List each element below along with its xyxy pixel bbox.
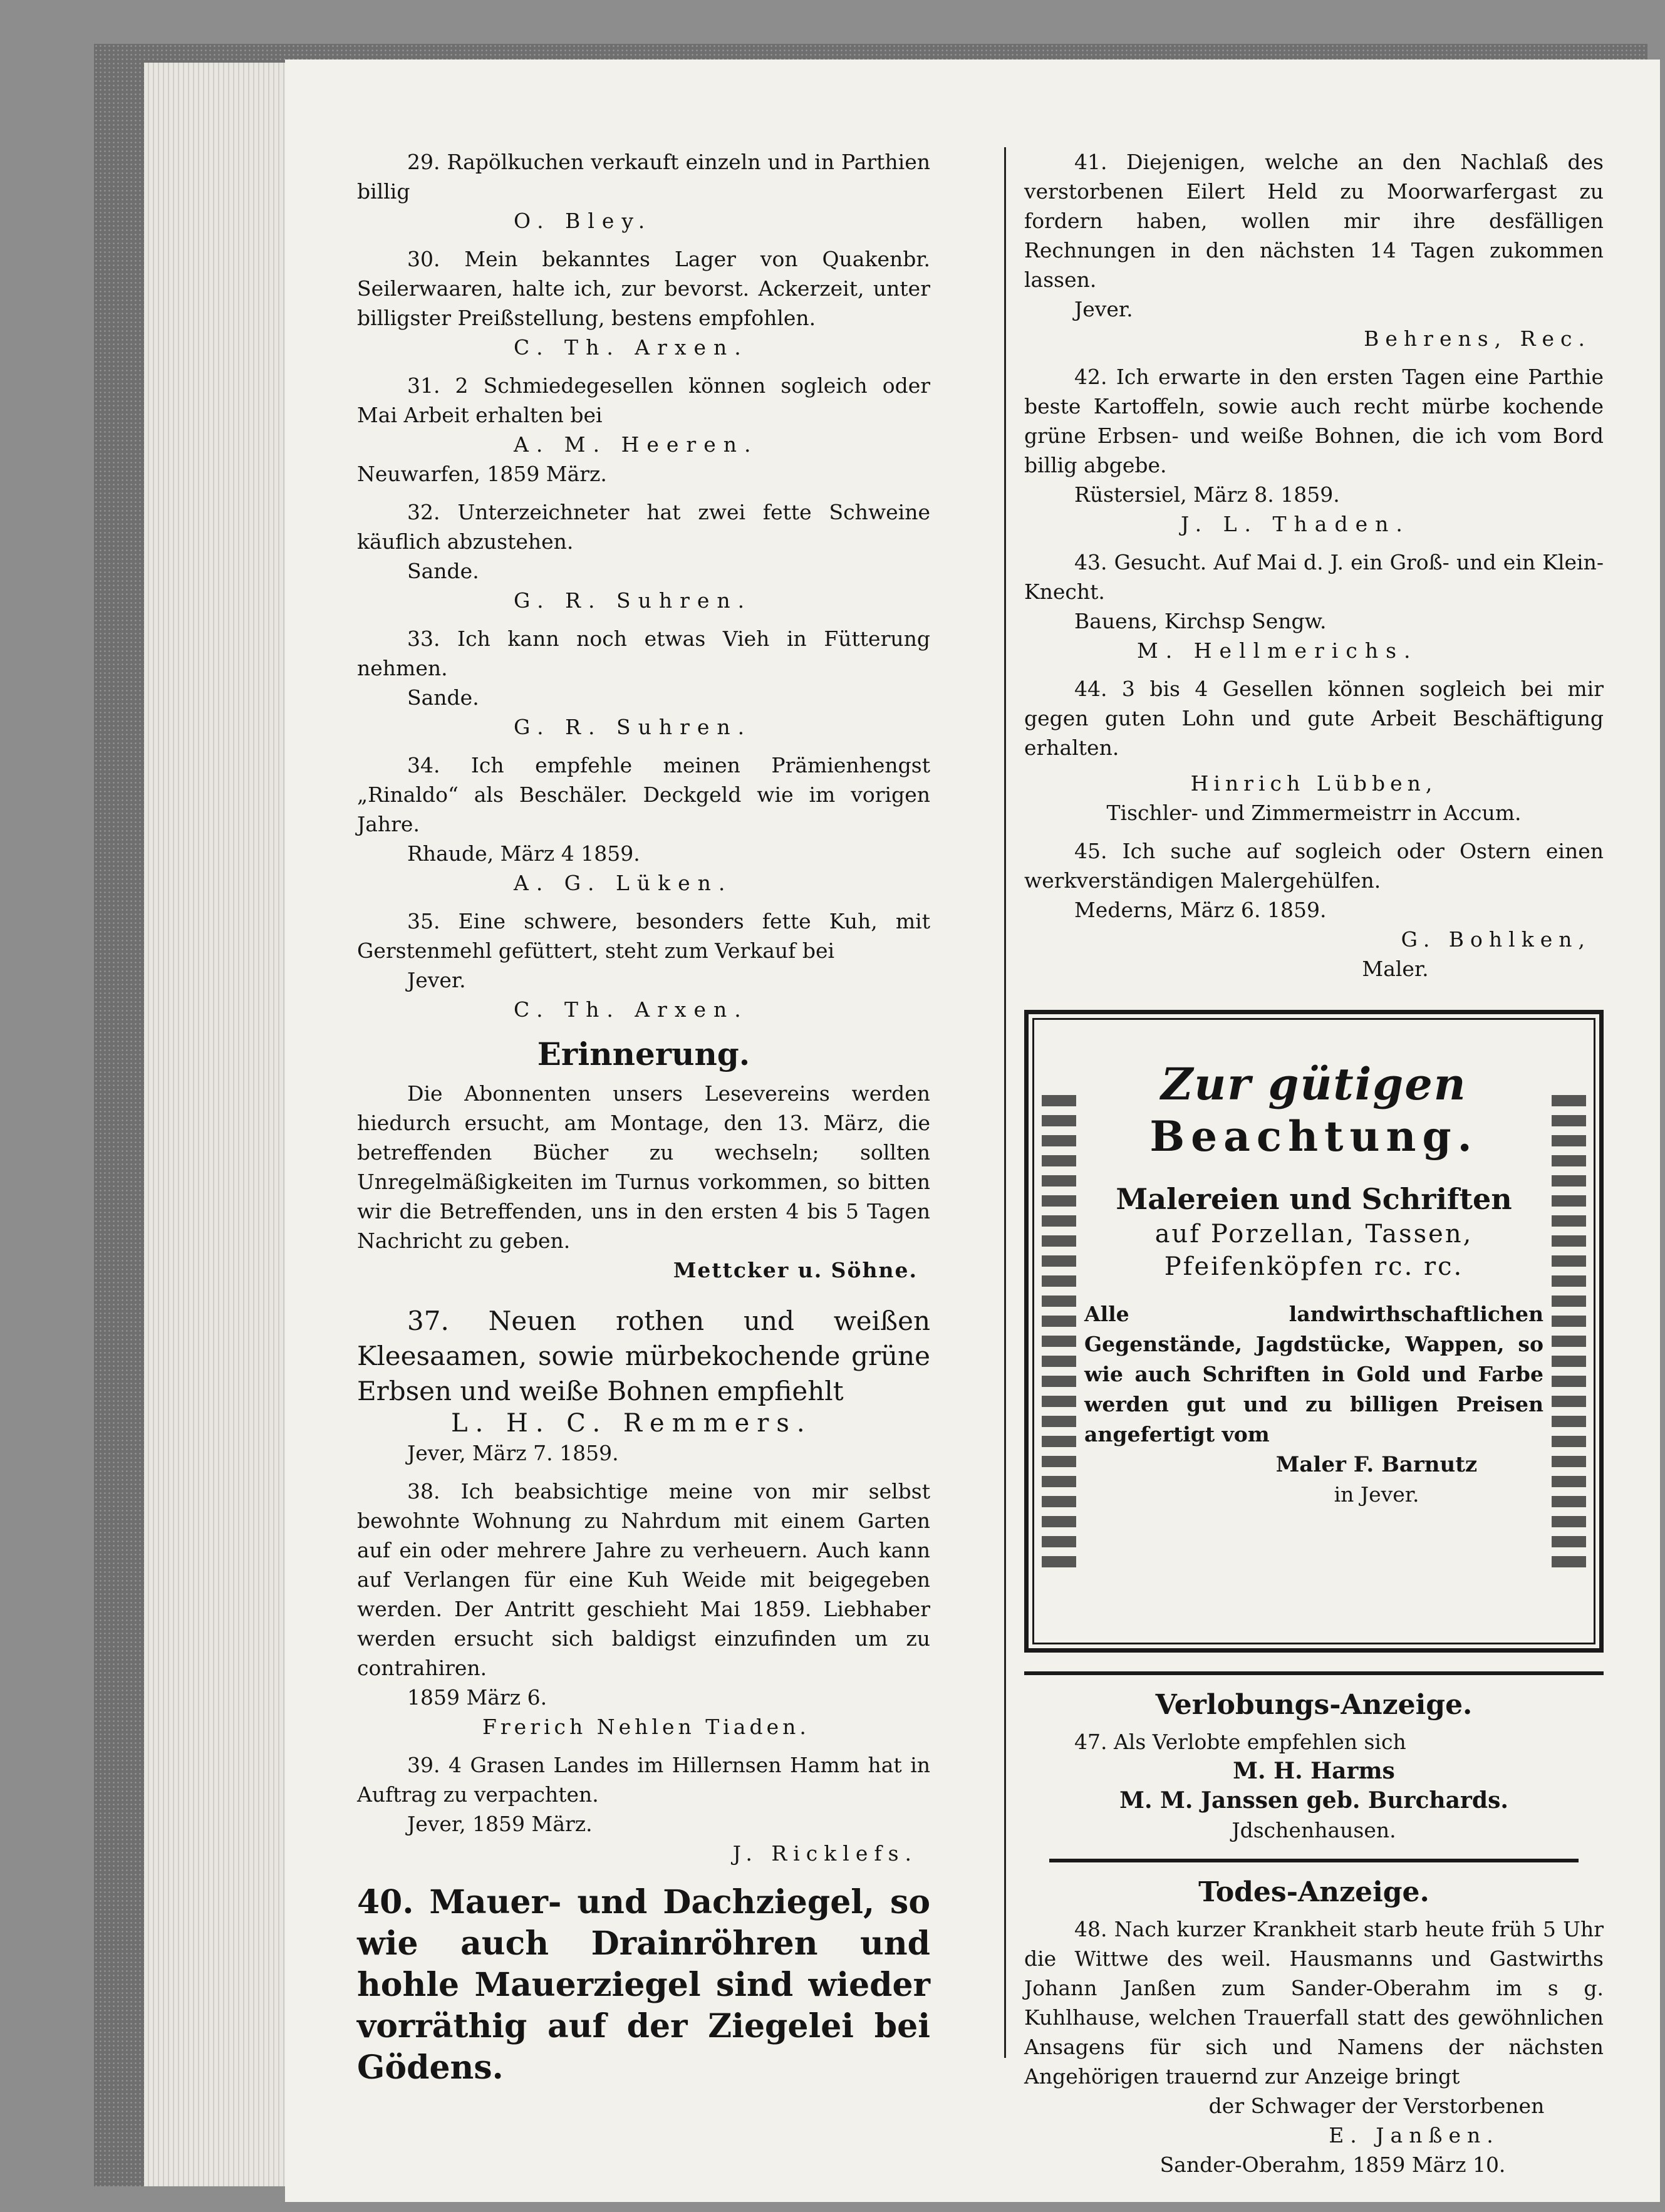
- ad-35: 35. Eine schwere, besonders fette Kuh, mit Gerstenmehl gefüttert, steht zum Verkauf bei Jever. C. Th. Arxen.: [357, 909, 930, 1022]
- notice-erinnerung: Erinnerung. Die Abonnenten unsers Lesevereins werden hiedurch ersucht, am Montage, den 13. März, die betreffenden Bücher zu wechseln; sollten Unregelmäßigkeiten im Turnus vorkommen, so bitten wir die Betreffenden, uns in den ersten 4 bis 5 Tagen Nachricht zu geben. Mettcker u. Söhne.: [357, 1036, 930, 1282]
- ad-30: 30. Mein bekanntes Lager von Quakenbr. Seilerwaaren, halte ich, zur bevorst. Ackerzeit, unter billigster Preißstellung, bestens empfohlen. C. Th. Arxen.: [357, 247, 930, 360]
- box-title-line2: Beachtung.: [1149, 1112, 1478, 1161]
- newspaper-page: [285, 60, 1660, 2202]
- box-subtitle-2: auf Porzellan, Tassen, Pfeifenköpfen rc. rc.: [1154, 1220, 1473, 1281]
- ad-33: 33. Ich kann noch etwas Vieh in Fütterung nehmen. Sande. G. R. Suhren.: [357, 626, 930, 739]
- ad-45: 45. Ich suche auf sogleich oder Ostern einen werkverständigen Malergehülfen. Mederns, März 6. 1859. G. Bohlken, Maler.: [1024, 839, 1604, 981]
- ad-31: 31. 2 Schmiedegesellen können sogleich oder Mai Arbeit erhalten bei A. M. Heeren. Neuwarfen, 1859 März.: [357, 373, 930, 486]
- ad-42: 42. Ich erwarte in den ersten Tagen eine Parthie beste Kartoffeln, sowie auch recht mürbe kochende grüne Erbsen- und weiße Bohnen, die ich vom Bord billig abgebe. Rüstersiel, März 8. 1859. J. L. Thaden.: [1024, 365, 1604, 536]
- ad-39: 39. 4 Grasen Landes im Hillernsen Hamm hat in Auftrag zu verpachten. Jever, 1859 März. J. Ricklefs.: [357, 1753, 930, 1866]
- framed-advertisement: [1024, 1010, 1604, 1653]
- engagement-notice: Verlobungs-Anzeige. 47. Als Verlobte empfehlen sich M. H. Harms M. M. Janssen geb. Burchards. Jdschenhausen.: [1074, 1689, 1508, 1842]
- ad-37: 37. Neuen rothen und weißen Kleesaamen, sowie mürbekochende grüne Erbsen und weiße Bohnen empfiehlt L. H. C. Remmers. Jever, März 7. 1859.: [357, 1306, 930, 1465]
- left-column: [357, 147, 930, 2089]
- box-title-line1: Zur gütigen: [1161, 1058, 1467, 1110]
- ornament-border-left: [1042, 1095, 1076, 1567]
- section-rule-2: [1049, 1859, 1579, 1862]
- box-subtitle: Malereien und Schriften: [1116, 1182, 1512, 1216]
- ad-43: 43. Gesucht. Auf Mai d. J. ein Groß- und ein Klein-Knecht. Bauens, Kirchsp Sengw. M. Hellmerichs.: [1024, 550, 1604, 663]
- box-text: Alle landwirthschaftlichen Gegenstände, Jagdstücke, Wappen, so wie auch Schriften in Gold und Farbe werden gut und zu billigen Preisen angefertigt vom: [1084, 1302, 1543, 1446]
- ad-41: 41. Diejenigen, welche an den Nachlaß des verstorbenen Eilert Held zu Moorwarfergast zu fordern haben, wollen mir ihre desfälligen Rechnungen in den nächsten 14 Tagen zukommen lassen. Jever. Behrens, Rec.: [1024, 150, 1604, 351]
- box-signature-place: in Jever.: [1334, 1482, 1419, 1507]
- column-divider: [1004, 147, 1006, 2058]
- ad-34: 34. Ich empfehle meinen Prämienhengst „Rinaldo“ als Beschäler. Deckgeld wie im vorigen Jahre. Rhaude, März 4 1859. A. G. Lüken.: [357, 753, 930, 895]
- ornament-border-right: [1552, 1095, 1586, 1567]
- ad-29: 29. Rapölkuchen verkauft einzeln und in Parthien billig O. Bley.: [357, 150, 930, 233]
- ad-38: 38. Ich beabsichtige meine von mir selbst bewohnte Wohnung zu Nahrdum mit einem Garten auf ein oder mehrere Jahre zu verheuern. Auch kann auf Verlangen für eine Kuh Weide mit beigegeben werden. Der Antritt geschieht Mai 1859. Liebhaber werden ersucht sich baldigst einzufinden um zu contrahiren. 1859 März 6. Frerich Nehlen Tiaden.: [357, 1479, 930, 1739]
- page-edges: [144, 63, 294, 2186]
- ad-44: 44. 3 bis 4 Gesellen können sogleich bei mir gegen guten Lohn und gute Arbeit Beschäftigung erhalten. Hinrich Lübben, Tischler- und Zimmermeistrr in Accum.: [1024, 677, 1604, 825]
- section-rule: [1024, 1671, 1604, 1675]
- box-signature: Maler F. Barnutz: [1275, 1452, 1478, 1477]
- ad-32: 32. Unterzeichneter hat zwei fette Schweine käuflich abzustehen. Sande. G. R. Suhren.: [357, 500, 930, 613]
- right-column: [1024, 147, 1604, 2179]
- death-notice: Todes-Anzeige. 48. Nach kurzer Krankheit starb heute früh 5 Uhr die Wittwe des weil. Hausmanns und Gastwirths Johann Janßen zum Sander-Oberahm im s g. Kuhlhause, welchen Trauerfall statt des gewöhnlichen Ansagens für sich und Namens der nächsten Angehörigen trauernd zur Anzeige bringt der Schwager der Verstorbenen E. Janßen. Sander-Oberahm, 1859 März 10.: [1024, 1876, 1604, 2177]
- ad-40: 40. Mauer- und Dachziegel, so wie auch Drainröhren und hohle Mauerziegel sind wieder vorräthig auf der Ziegelei bei Gödens.: [357, 1883, 930, 2087]
- ad-frame: [1032, 1018, 1595, 1644]
